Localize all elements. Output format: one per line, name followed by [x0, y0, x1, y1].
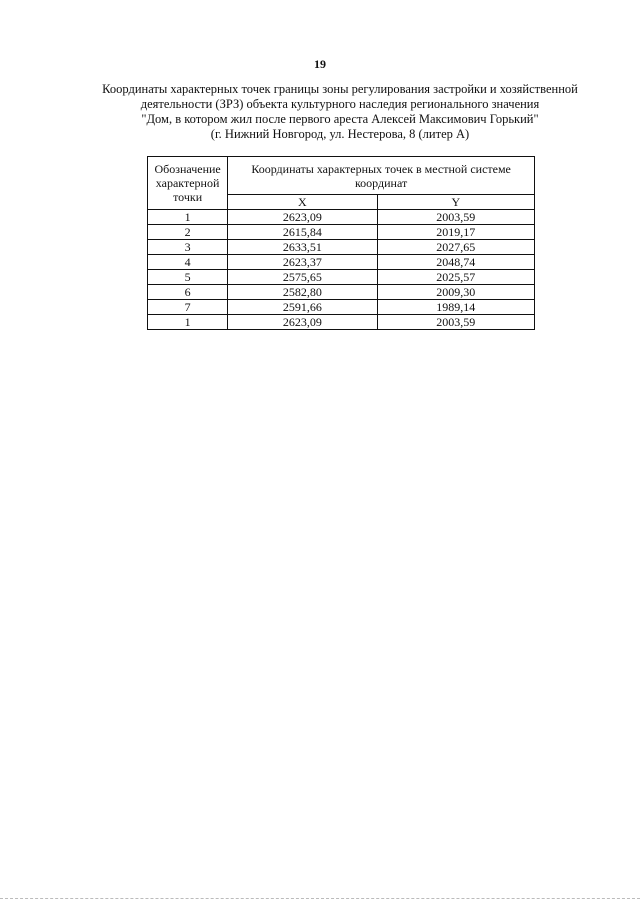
header-coordinates: Координаты характерных точек в местной системе координат	[228, 157, 535, 195]
x-cell: 2623,37	[228, 255, 377, 270]
x-cell: 2575,65	[228, 270, 377, 285]
point-cell: 2	[148, 225, 228, 240]
y-cell: 2009,30	[377, 285, 534, 300]
y-cell: 2003,59	[377, 210, 534, 225]
point-cell: 5	[148, 270, 228, 285]
x-cell: 2582,80	[228, 285, 377, 300]
point-cell: 3	[148, 240, 228, 255]
point-cell: 1	[148, 315, 228, 330]
header-y: Y	[377, 195, 534, 210]
title-line: деятельности (ЗРЗ) объекта культурного наследия регионального значения	[140, 97, 540, 111]
point-cell: 4	[148, 255, 228, 270]
x-cell: 2615,84	[228, 225, 377, 240]
y-cell: 2003,59	[377, 315, 534, 330]
table-row	[148, 285, 535, 300]
header-x: X	[228, 195, 377, 210]
table-row	[148, 210, 535, 225]
x-cell: 2633,51	[228, 240, 377, 255]
y-cell: 2048,74	[377, 255, 534, 270]
title-line: (г. Нижний Новгород, ул. Нестерова, 8 (литер А)	[210, 127, 470, 141]
y-cell: 1989,14	[377, 300, 534, 315]
page-number: 19	[314, 57, 326, 71]
x-cell: 2623,09	[228, 315, 377, 330]
x-cell: 2591,66	[228, 300, 377, 315]
title-line: "Дом, в котором жил после первого ареста Алексей Максимович Горький"	[141, 112, 539, 126]
point-cell: 6	[148, 285, 228, 300]
y-cell: 2019,17	[377, 225, 534, 240]
x-cell: 2623,09	[228, 210, 377, 225]
scan-edge-divider	[0, 898, 640, 899]
table-row	[148, 225, 535, 240]
y-cell: 2027,65	[377, 240, 534, 255]
table-row	[148, 270, 535, 285]
header-point-designation: Обозначение характерной точки	[148, 157, 228, 210]
table-row	[148, 315, 535, 330]
point-cell: 7	[148, 300, 228, 315]
title-line: Координаты характерных точек границы зоны регулирования застройки и хозяйственной	[102, 82, 578, 96]
point-cell: 1	[148, 210, 228, 225]
document-title	[80, 82, 600, 142]
coordinates-table	[147, 156, 535, 330]
table-row	[148, 240, 535, 255]
table-row	[148, 300, 535, 315]
table-row	[148, 255, 535, 270]
y-cell: 2025,57	[377, 270, 534, 285]
